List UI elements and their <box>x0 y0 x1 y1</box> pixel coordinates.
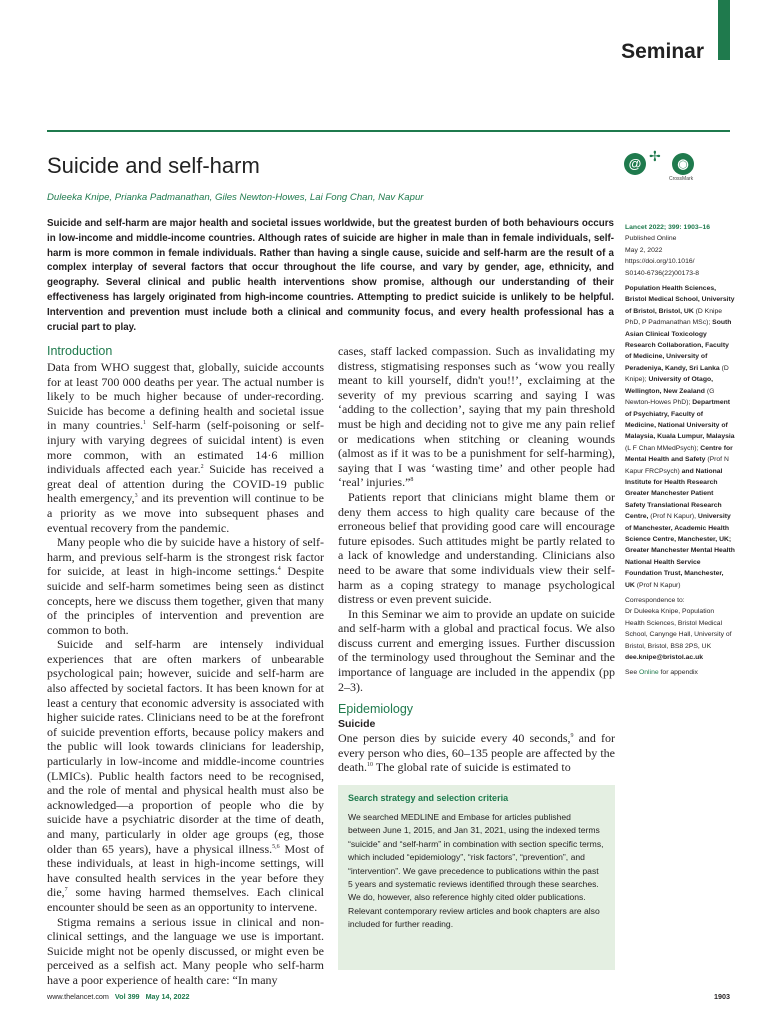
published-date: May 2, 2022 <box>625 246 663 254</box>
footer-volume: Vol 399 <box>114 992 140 1001</box>
author-list: Duleeka Knipe, Prianka Padmanathan, Giles Newton-Howes, Lai Fong Chan, Nav Kapur <box>47 192 424 203</box>
doi-link-1[interactable]: https://doi.org/10.1016/ <box>625 258 695 266</box>
crossmark-icon[interactable]: ◉ <box>672 153 694 175</box>
section-heading-epidemiology: Epidemiology <box>338 702 414 717</box>
sidebar <box>625 222 735 683</box>
affiliations: Population Health Sciences, Bristol Medical School, University of Bristol, Bristol, UK (D Knipe PhD, P Padmanathan MSc); South Asian Clinical Toxicology Research Collaboration, Faculty of Medicine, University of Peradeniya, Kandy, Sri Lanka (D Knipe); University of Otago, Wellington, New Zealand (G Newton-Howes PhD); Department of Psychiatry, Faculty of Medicine, National University of Malaysia, Kuala Lumpur, Malaysia (L F Chan MMedPsych); Centre for Mental Health and Safety (Prof N Kapur FRCPsych) and National Institute for Health Research Greater Manchester Patient Safety Translational Research Centre, (Prof N Kapur), University of Manchester, Academic Health Science Centre, Manchester, UK; Greater Manchester Mental Health National Health Service Foundation Trust, Manchester, UK (Prof N Kapur) <box>625 285 735 589</box>
reference-marker[interactable]: 5,6 <box>272 843 280 850</box>
search-strategy-box <box>338 785 615 970</box>
paragraph: Data from WHO suggest that, globally, suicide accounts for at least 700 000 deaths per year. The actual number is likely to be much higher because of under-recording. Suicide has become a defining health and societal issue in many countries.$^1$ Self-harm (self-poisoning or self-injury with varying degrees of suicidal intent) is even more common, with an estimated 14·6 million individuals affected each year.$^2$ Suicide has received a great deal of attention during the COVID-19 public health emergency,$^3$ and its prevention will continue to be a priority as we move into subsequent phases and eventual recovery from the pandemic. <box>47 360 325 535</box>
published-label: Published Online <box>625 235 677 243</box>
paragraph: In this Seminar we aim to provide an update on suicide and self-harm with a global and practical focus. We also discuss current and emerging issues. Further discussion of the terminology used throughout the Seminar and the importance of language are included in the appendix (pp 2–3). <box>338 606 615 694</box>
section-heading-introduction: Introduction <box>47 344 113 358</box>
cursor-icon: ✢ <box>649 150 661 165</box>
correspondence-email[interactable]: dee.knipe@bristol.ac.uk <box>625 654 704 662</box>
paragraph: Patients report that clinicians might blame them or deny them access to high quality care because of the erroneous belief that providing good care will encourage future episodes. Such attitudes might be partly related to a lack of knowledge and understanding. Clinicians also need to be aware that some individuals view their self-harm as a coping strategy to manage psychological distress or even prevent suicide. <box>338 489 615 607</box>
column-left <box>47 344 324 988</box>
paragraph: Suicide and self-harm are intensely individual experiences that are often markers of unbearable psychological pain; however, suicide and self-harm are also affected by societal factors. It has been known for at least a century that economic adversity is associated with higher suicide rates. Clinicians need to be at the forefront of suicide prevention efforts, because policy makers and the public will look towards clinicians for leadership, particularly in low-income and middle-income countries (LMICs). Public health factors need to be recognised, and the role of mental and physical health must also be acknowledged—a proportion of people who die by suicide have a psychiatric disorder at the time of death, and many, particularly in older age groups (eg, those older than 65 years), have a physical illness.$^{5,6}$ Most of these individuals, at least in high-income settings, will have consulted health services in the year before they die,$^7$ some having harmed themselves. Each clinical encounter should be seen as an opportunity to intervene. <box>47 637 324 914</box>
column-middle <box>338 344 615 775</box>
open-access-icon[interactable]: @ <box>624 153 646 175</box>
appendix-note: See Online for appendix <box>625 669 698 677</box>
subsection-heading-suicide: Suicide <box>338 718 376 731</box>
section-label: Seminar <box>621 40 704 63</box>
abstract: Suicide and self-harm are major health and societal issues worldwide, but the greatest burden of both behaviours occurs in low-income and middle-income countries. Although rates of suicide are higher in male than in female individuals, self-harm is more common in female individuals. Rather than having a single cause, suicide and self-harm are the result of a complex interplay of several factors that occur throughout the life course, and vary by gender, age, ethnicity, and geography. Several clinical and public health interventions show promise, although our understanding of their effectiveness has largely originated from high-income countries. Attempting to predict suicide is unlikely to be helpful. Intervention and prevention must include both a clinical and community focus, and every health professional has a crucial part to play. <box>47 218 614 333</box>
reference-marker[interactable]: 4 <box>277 566 281 573</box>
correspondence: Correspondence to: Dr Duleeka Knipe, Population Health Sciences, Bristol Medical School, Canynge Hall, University of Bristol, Bristol, BS8 2PS, UK dee.knipe@bristol.ac.uk <box>625 597 732 662</box>
box-text: We searched MEDLINE and Embase for articles published between June 1, 2015, and Jan 31, 2021, using the indexed terms “suicide” and “self-harm” in combination with section specific terms, which included “epidemiology”, “risk factors”, “prevention”, and “intervention”. We gave precedence to publications within the past 5 years and systematic reviews identified through these searches. We do, however, also reference highly cited older publications. Relevant contemporary review articles and book chapters are also included for further reading. <box>348 812 604 930</box>
reference-marker[interactable]: 10 <box>367 762 373 769</box>
footer-date: May 14, 2022 <box>145 992 190 1001</box>
section-color-bar <box>718 0 730 60</box>
appendix-link[interactable]: Online <box>638 669 659 677</box>
article-icons <box>624 151 704 185</box>
reference-marker[interactable]: 3 <box>134 493 138 500</box>
footer-site[interactable]: www.thelancet.com <box>47 992 109 1001</box>
paragraph: Many people who die by suicide have a history of self-harm, and previous self-harm is the strongest risk factor for suicide, at least in high-income settings.$^4$ Despite suicide and self-harm sometimes being seen as distinct concepts, here we discuss them together, given that many of the principles of intervention and prevention are common to both. <box>47 535 324 637</box>
header-rule <box>47 130 730 132</box>
page-number: 1903 <box>714 992 730 1001</box>
footer-info <box>47 992 190 1001</box>
article-title: Suicide and self-harm <box>47 153 260 178</box>
paragraph: One person dies by suicide every 40 seconds,$^9$ and for every person who dies, 60–135 people are affected by the death.$^{10}$ The global rate of suicide is estimated to <box>338 731 615 775</box>
reference-marker[interactable]: 7 <box>64 887 68 894</box>
reference-marker[interactable]: 2 <box>200 464 204 471</box>
doi-link-2[interactable]: S0140-6736(22)00173-8 <box>625 269 700 277</box>
box-heading: Search strategy and selection criteria <box>348 793 509 803</box>
reference-marker[interactable]: 8 <box>410 477 414 484</box>
reference-marker[interactable]: 1 <box>143 420 146 427</box>
paragraph: Stigma remains a serious issue in clinical and non-clinical settings, and the language we use is important. Suicide might not be openly discussed, or might even be perceived as a selfish act. Many people who self-harm have a poor experience of health care: “In many <box>47 914 324 987</box>
reference-marker[interactable]: 9 <box>570 733 574 740</box>
paragraph: cases, staff lacked compassion. Such as invalidating my distress, stigmatising responses such as ‘wow you really meant to kill yourself, didn't you!!’, exclaiming at the severity of my previous scarring and saying I was ‘adding to the collection’, saying that my pain threshold must be high and deciding not to give me any pain relief or medications when stitching or cleaning wounds (almost as if it was to be a punishment for self-harming), saying that I was ‘wasting time’ and other people had ‘real’ injuries.”$^8$ <box>338 344 615 490</box>
crossmark-label: CrossMark <box>669 176 694 182</box>
citation: Lancet 2022; 399: 1903–16 <box>625 224 711 231</box>
